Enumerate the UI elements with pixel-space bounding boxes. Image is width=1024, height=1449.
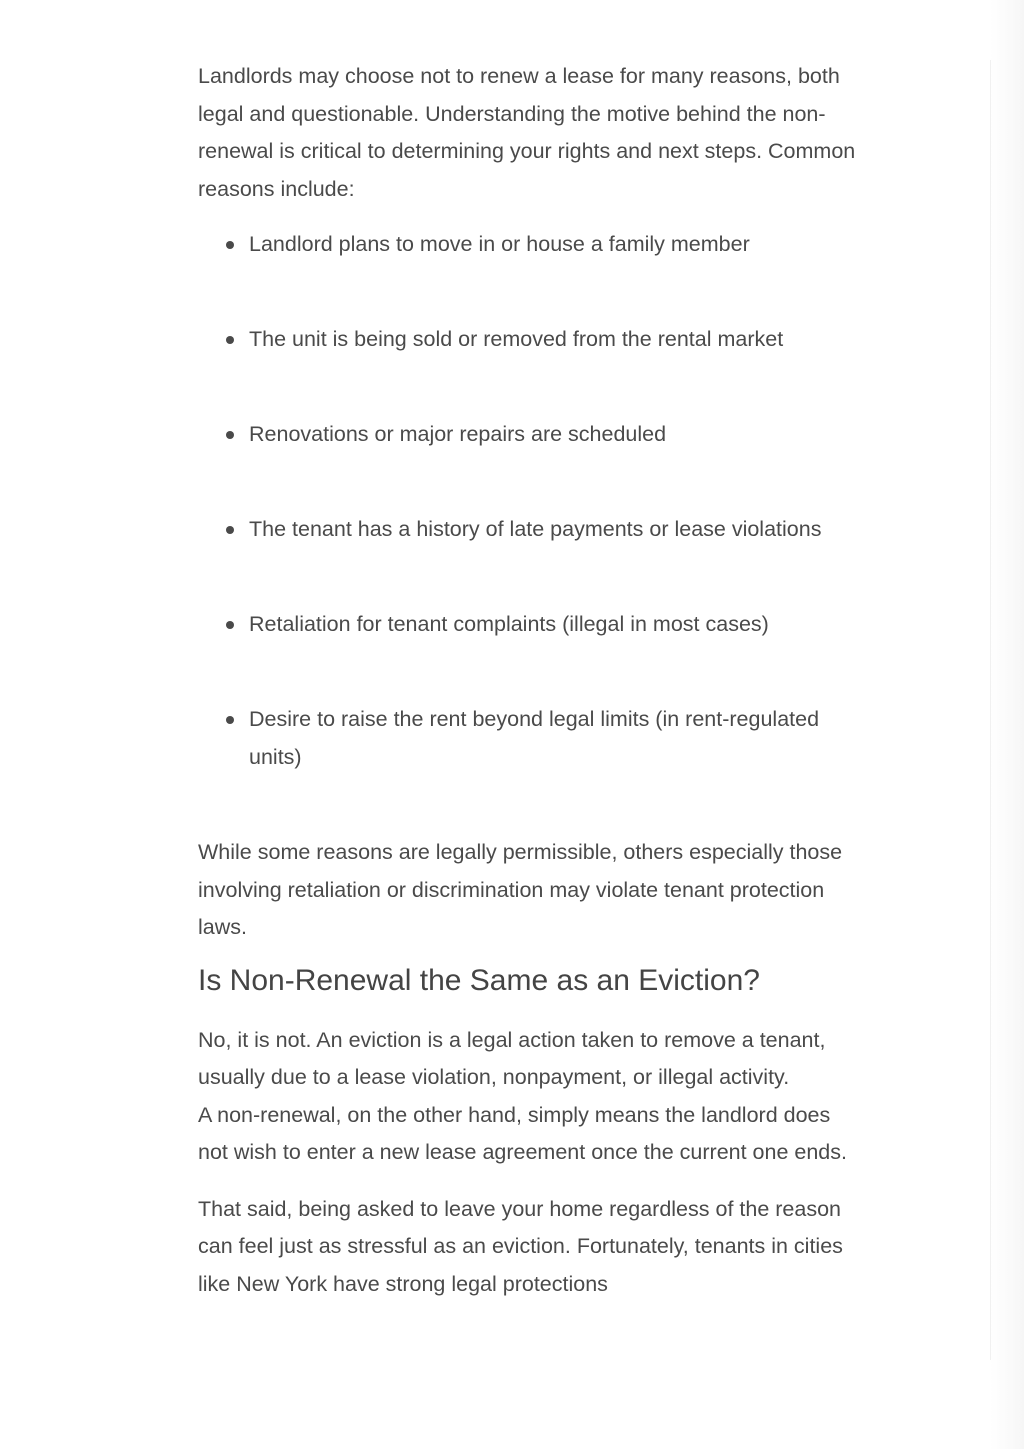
list-item-text: Retaliation for tenant complaints (illegal in most cases) — [249, 612, 769, 636]
list-item-text: Landlord plans to move in or house a family member — [249, 232, 750, 256]
bullet-icon — [226, 621, 234, 629]
that-said-paragraph: That said, being asked to leave your home regardless of the reason can feel just as stressful as an eviction. Fortunately, tenants in cities like New York have strong legal protections — [198, 1196, 843, 1296]
article-body — [198, 58, 858, 1303]
list-item — [198, 511, 858, 549]
page-edge-shadow — [990, 0, 1024, 1449]
bullet-icon — [226, 526, 234, 534]
bullet-icon — [226, 716, 234, 724]
list-item-text: The unit is being sold or removed from the rental market — [249, 327, 784, 351]
bullet-icon — [226, 431, 234, 439]
eviction-paragraph — [198, 1022, 858, 1172]
bullet-icon — [226, 241, 234, 249]
bullet-icon — [226, 336, 234, 344]
list-item — [198, 226, 858, 264]
section-heading: Is Non-Renewal the Same as an Eviction? — [198, 963, 760, 997]
list-item — [198, 701, 858, 776]
page-edge-line — [990, 60, 991, 1360]
list-item-text: Desire to raise the rent beyond legal limits (in rent-regulated units) — [249, 707, 820, 769]
permissible-paragraph: While some reasons are legally permissible, others especially those involving retaliation or discrimination may violate tenant protection laws. — [198, 840, 843, 939]
reasons-list — [198, 226, 858, 776]
eviction-line-1: No, it is not. An eviction is a legal action taken to remove a tenant, usually due to a lease violation, nonpayment, or illegal activity. — [198, 1027, 826, 1089]
list-item-text: The tenant has a history of late payments or lease violations — [249, 517, 822, 541]
intro-paragraph: Landlords may choose not to renew a lease for many reasons, both legal and questionable. Understanding the motive behind the non-renewal is critical to determining your rights and next steps. Common reasons include: — [198, 64, 856, 201]
list-item — [198, 606, 858, 644]
list-item-text: Renovations or major repairs are scheduled — [249, 422, 667, 446]
eviction-line-2: A non-renewal, on the other hand, simply means the landlord does not wish to enter a new lease agreement once the current one ends. — [198, 1102, 847, 1164]
list-item — [198, 416, 858, 454]
list-item — [198, 321, 858, 359]
